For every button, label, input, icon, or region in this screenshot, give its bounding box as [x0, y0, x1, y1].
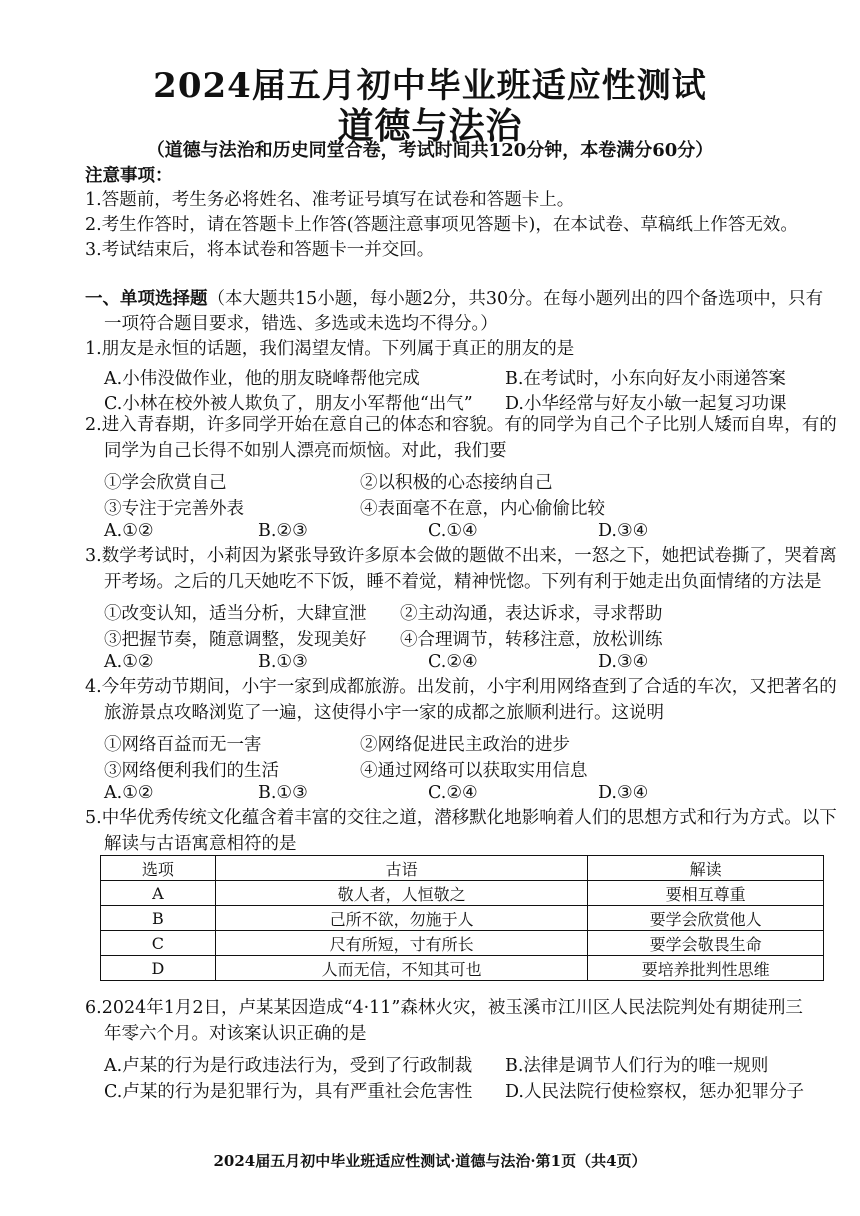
- option-c: C.②④: [428, 783, 478, 803]
- table-cell: 要学会敬畏生命: [588, 931, 824, 956]
- note-item: 3.考试结束后，将本试卷和答题卡一并交回。: [85, 240, 435, 260]
- table-cell: 要培养批判性思维: [588, 956, 824, 981]
- table-cell: 敬人者，人恒敬之: [215, 881, 587, 906]
- option-c: C.小林在校外被人欺负了，朋友小军帮他“出气”: [104, 394, 473, 414]
- question-stem: 4.今年劳动节期间，小宇一家到成都旅游。出发前，小宇利用网络查到了合适的车次，又把著名的: [85, 677, 837, 697]
- statement: ②主动沟通，表达诉求，寻求帮助: [400, 604, 663, 624]
- table-row: [101, 931, 824, 956]
- table-cell: 人而无信，不知其可也: [215, 956, 587, 981]
- statement: ③专注于完善外表: [104, 499, 244, 519]
- option-b: B.①③: [258, 652, 308, 672]
- option-a: A.①②: [104, 652, 154, 672]
- table-header: 选项: [101, 856, 216, 881]
- option-b: B.法律是调节人们行为的唯一规则: [505, 1056, 769, 1076]
- question-stem: 6.2024年1月2日，卢某某因造成“4·11”森林火灾，被玉溪市江川区人民法院判处有期徒刑三: [85, 998, 803, 1018]
- statement: ③把握节奏，随意调整，发现美好: [104, 630, 367, 650]
- option-c: C.②④: [428, 652, 478, 672]
- statement: ④通过网络可以获取实用信息: [360, 761, 588, 781]
- question-stem: 年零六个月。对该案认识正确的是: [104, 1024, 367, 1044]
- statement: ④合理调节，转移注意，放松训练: [400, 630, 663, 650]
- section-instructions: （本大题共15小题，每小题2分，共30分。在每小题列出的四个备选项中，只有: [207, 289, 824, 309]
- option-c: C.①④: [428, 521, 478, 541]
- option-d: D.③④: [598, 652, 649, 672]
- table-row: [101, 956, 824, 981]
- section-heading: [85, 291, 823, 309]
- option-b: B.①③: [258, 783, 308, 803]
- option-a: A.①②: [104, 783, 154, 803]
- table-cell: D: [101, 956, 216, 981]
- option-a: A.①②: [104, 521, 154, 541]
- statement: ①改变认知，适当分析，大肆宣泄: [104, 604, 367, 624]
- option-d: D.③④: [598, 783, 649, 803]
- option-d: D.人民法院行使检察权，惩办犯罪分子: [505, 1082, 804, 1102]
- notes-heading: 注意事项：: [85, 166, 173, 186]
- page-footer: 2024届五月初中毕业班适应性测试·道德与法治·第1页（共4页）: [213, 1152, 647, 1170]
- option-d: D.③④: [598, 521, 649, 541]
- subject-title: 道德与法治: [337, 105, 523, 147]
- table-cell: 要学会欣赏他人: [588, 906, 824, 931]
- table-header: 解读: [588, 856, 824, 881]
- table-cell: 尺有所短，寸有所长: [215, 931, 587, 956]
- question-stem: 解读与古语寓意相符的是: [104, 834, 297, 854]
- option-c: C.卢某的行为是犯罪行为，具有严重社会危害性: [104, 1082, 473, 1102]
- idiom-table: [100, 855, 824, 981]
- statement: ①网络百益而无一害: [104, 735, 262, 755]
- table-row: [101, 906, 824, 931]
- exam-title: 2024届五月初中毕业班适应性测试: [153, 66, 707, 106]
- note-item: 1.答题前，考生务必将姓名、准考证号填写在试卷和答题卡上。: [85, 190, 575, 210]
- option-a: A.卢某的行为是行政违法行为，受到了行政制裁: [104, 1056, 473, 1076]
- exam-subtitle: （道德与法治和历史同堂合卷，考试时间共120分钟，本卷满分60分）: [146, 140, 714, 161]
- question-stem: 同学为自己长得不如别人漂亮而烦恼。对此，我们要: [104, 441, 507, 461]
- option-b: B.在考试时，小东向好友小雨递答案: [505, 369, 786, 389]
- option-b: B.②③: [258, 521, 308, 541]
- option-d: D.小华经常与好友小敏一起复习功课: [505, 394, 787, 414]
- section-title: 一、单项选择题: [85, 289, 208, 309]
- question-stem: 5.中华优秀传统文化蕴含着丰富的交往之道，潜移默化地影响着人们的思想方式和行为方式。以下: [85, 808, 837, 828]
- table-cell: 要相互尊重: [588, 881, 824, 906]
- statement: ③网络便利我们的生活: [104, 761, 279, 781]
- table-cell: B: [101, 906, 216, 931]
- table-cell: C: [101, 931, 216, 956]
- section-instructions-2: 一项符合题目要求，错选、多选或未选均不得分。）: [104, 314, 498, 334]
- question-stem: 2.进入青春期，许多同学开始在意自己的体态和容貌。有的同学为自己个子比别人矮而自卑，有的: [85, 415, 837, 435]
- table-cell: 己所不欲，勿施于人: [215, 906, 587, 931]
- statement: ①学会欣赏自己: [104, 473, 227, 493]
- question-stem: 3.数学考试时，小莉因为紧张导致许多原本会做的题做不出来，一怒之下，她把试卷撕了，哭着离: [85, 546, 837, 566]
- table-header-row: [101, 856, 824, 881]
- table-row: [101, 881, 824, 906]
- question-stem: 旅游景点攻略浏览了一遍，这使得小宇一家的成都之旅顺利进行。这说明: [104, 703, 664, 723]
- statement: ④表面毫不在意，内心偷偷比较: [360, 499, 605, 519]
- option-a: A.小伟没做作业，他的朋友晓峰帮他完成: [104, 369, 420, 389]
- note-item: 2.考生作答时，请在答题卡上作答(答题注意事项见答题卡)，在本试卷、草稿纸上作答无效。: [85, 215, 798, 235]
- table-header: 古语: [215, 856, 587, 881]
- statement: ②以积极的心态接纳自己: [360, 473, 553, 493]
- question-stem: 1.朋友是永恒的话题，我们渴望友情。下列属于真正的朋友的是: [85, 339, 575, 359]
- table-cell: A: [101, 881, 216, 906]
- question-stem: 开考场。之后的几天她吃不下饭，睡不着觉，精神恍惚。下列有利于她走出负面情绪的方法是: [104, 572, 822, 592]
- statement: ②网络促进民主政治的进步: [360, 735, 570, 755]
